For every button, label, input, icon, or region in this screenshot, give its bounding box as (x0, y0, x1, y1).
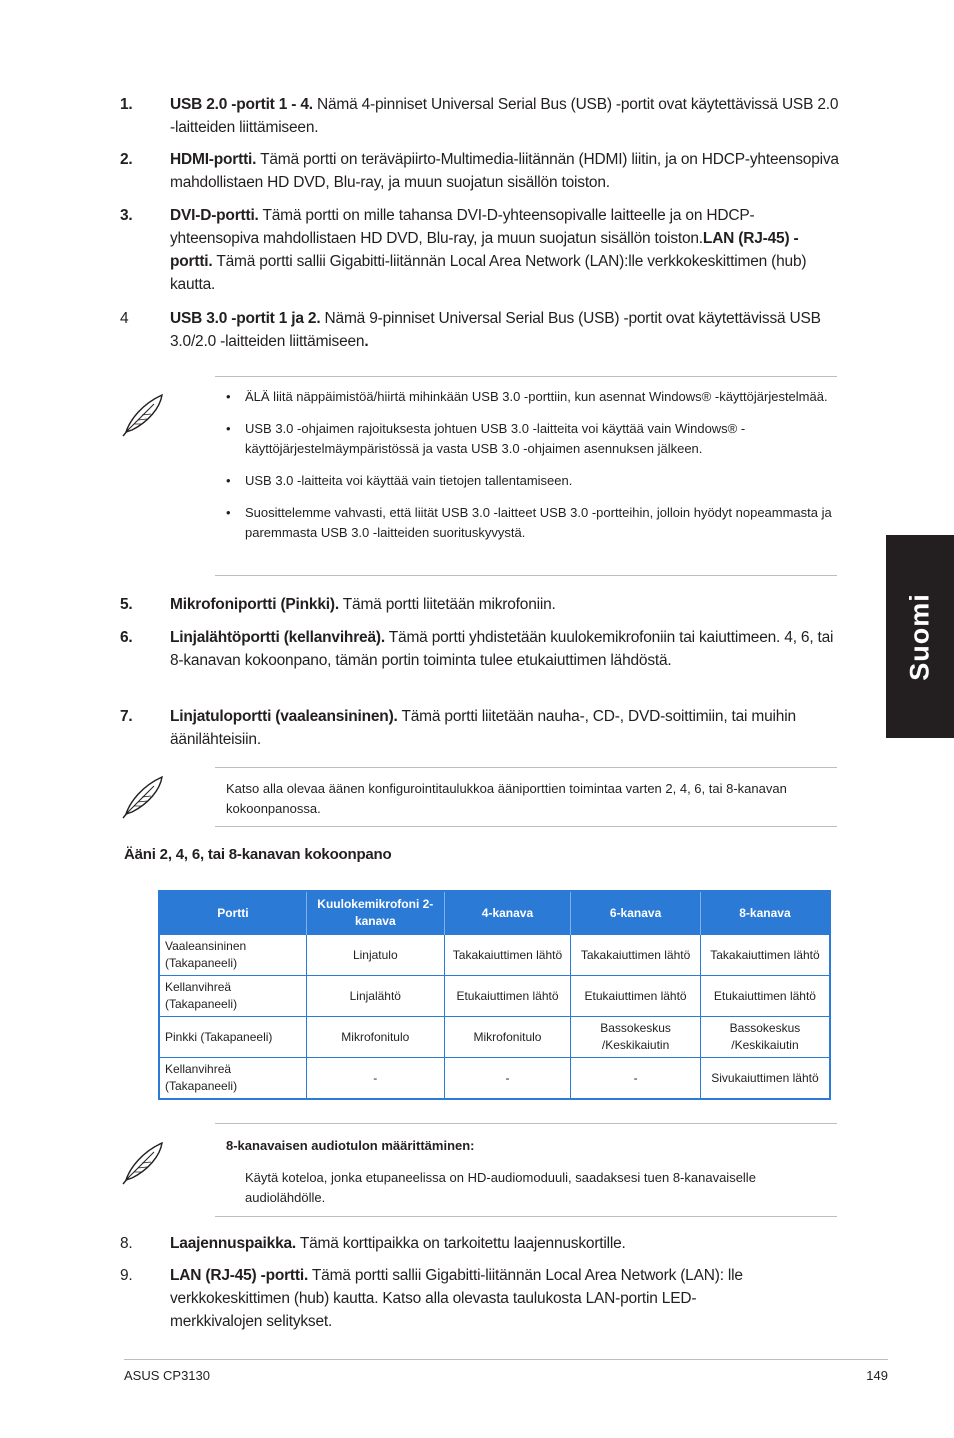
footer-divider (124, 1359, 888, 1360)
item-title-2: LAN (RJ-45) -portti. (170, 230, 799, 270)
item-text: Tämä portti on teräväpiirto-Multimedia-liitännän (HDMI) liitin, ja on HDCP-yhteensopiva mahdollistaen HD DVD, Blu-ray, ja muun suojatun sisällön toiston. (170, 151, 839, 191)
list-item-4 (120, 307, 840, 353)
item-text-2: Katso alla olevasta taulukosta LAN-portin LED- (382, 1290, 697, 1307)
table-row (159, 1058, 830, 1100)
note-text: Katso alla olevaa äänen konfigurointitaulukkoa ääniporttien toimintaa varten 2, 4, 6, tai 8-kanavan kokoonpanossa. (226, 781, 787, 816)
column-header: 4-kanava (444, 891, 571, 935)
table-cell: - (306, 1058, 444, 1100)
item-title: USB 2.0 -portit 1 - 4. (170, 96, 313, 113)
item-number: 2. (120, 151, 133, 168)
port-cell: Kellanvihreä (Takapaneeli) (159, 1058, 306, 1100)
column-header: Kuulokemikrofoni 2-kanava (306, 891, 444, 935)
item-number: 5. (120, 596, 133, 613)
item-text: Tämä portti sallii Gigabitti-liitännän Local Area Network (LAN): lle verkkokeskittimen (hub) kautta. (170, 1267, 743, 1307)
table-cell: Linjalähtö (306, 976, 444, 1017)
item-title: Linjatuloportti (vaaleansininen). (170, 708, 398, 725)
item-tail: . (364, 333, 369, 350)
note-bullet: • USB 3.0 -ohjaimen rajoituksesta johtuen USB 3.0 -laitteita voi käyttää vain Windows® -käyttöjärjestelmäympäristössä ja vasta USB 3.0 -ohjaimen asennuksen jälkeen. (226, 421, 746, 456)
item-number: 4 (120, 310, 129, 327)
note-8-channel (215, 1123, 837, 1217)
item-title: Laajennuspaikka. (170, 1235, 297, 1252)
note-audio-config (215, 767, 837, 827)
language-side-tab (886, 535, 954, 738)
table-cell: - (444, 1058, 571, 1100)
pen-note-icon (120, 390, 168, 438)
note-usb30 (215, 376, 837, 576)
column-header: 8-kanava (700, 891, 830, 935)
list-item-9 (120, 1264, 840, 1333)
item-title: USB 3.0 -portit 1 ja 2. (170, 310, 321, 327)
table-cell: Etukaiuttimen lähtö (571, 976, 701, 1017)
pen-note-icon (120, 1138, 168, 1186)
item-number: 9. (120, 1267, 133, 1284)
table-cell: Linjatulo (306, 935, 444, 976)
list-item-7 (120, 705, 840, 751)
port-cell: Pinkki (Takapaneeli) (159, 1017, 306, 1058)
item-text: Tämä portti liitetään nauha-, CD-, DVD-soittimiin, tai muihin äänilähteisiin. (170, 708, 796, 748)
item-text: Nämä 9-pinniset Universal Serial Bus (USB) -portit ovat käytettävissä USB 3.0/2.0 -laitteiden liittämiseen (170, 310, 821, 350)
port-cell: Kellanvihreä (Takapaneeli) (159, 976, 306, 1017)
item-text: Tämä portti yhdistetään kuulokemikrofoniin tai kaiuttimeen. 4, 6, tai 8-kanavan kokoonpano, tämän portin toiminta tulee etukaiuttimen lähdöstä. (170, 629, 834, 669)
item-number: 6. (120, 629, 133, 646)
item-title: Mikrofoniportti (Pinkki). (170, 596, 339, 613)
item-number: 7. (120, 708, 133, 725)
list-item-6 (120, 626, 840, 672)
table-cell: Etukaiuttimen lähtö (700, 976, 830, 1017)
note-bullet: • USB 3.0 -laitteita voi käyttää vain tietojen tallentamiseen. (226, 473, 573, 488)
pen-note-icon (120, 772, 168, 820)
item-text-2: Tämä portti sallii Gigabitti-liitännän Local Area Network (LAN):lle verkkokeskittimen (hub) kautta. (170, 253, 807, 293)
item-number: 3. (120, 207, 133, 224)
table-cell: Takakaiuttimen lähtö (571, 935, 701, 976)
item-title: Linjalähtöportti (kellanvihreä). (170, 629, 385, 646)
table-cell: Mikrofonitulo (306, 1017, 444, 1058)
table-cell: Etukaiuttimen lähtö (444, 976, 571, 1017)
item-text: Nämä 4-pinniset Universal Serial Bus (USB) -portit ovat käytettävissä USB 2.0 -laitteiden liittämiseen. (170, 96, 839, 136)
list-item-8 (120, 1232, 840, 1255)
audio-config-table (158, 890, 831, 1100)
item-text: Tämä portti on mille tahansa DVI-D-yhteensopivalle laitteelle ja on HDCP-yhteensopiva mahdollistaen HD DVD, Blu-ray, ja muun suojatun sisällön toiston. (170, 207, 755, 247)
table-cell: - (571, 1058, 701, 1100)
item-text-3: merkkivalojen selitykset. (170, 1313, 333, 1330)
note-text: Käytä koteloa, jonka etupaneelissa on HD-audiomoduuli, saadaksesi tuen 8-kanavaiselle audiolähdölle. (245, 1170, 756, 1205)
table-cell: Bassokeskus /Keskikaiutin (700, 1017, 830, 1058)
list-item-3 (120, 204, 840, 296)
side-tab-label: Suomi (904, 592, 935, 681)
item-text: Tämä korttipaikka on tarkoitettu laajennuskortille. (296, 1235, 626, 1252)
column-header: 6-kanava (571, 891, 701, 935)
table-row (159, 1017, 830, 1058)
note-title: 8-kanavaisen audiotulon määrittäminen: (226, 1138, 475, 1153)
page-number: 149 (866, 1368, 888, 1383)
list-item-2 (120, 148, 840, 194)
port-cell: Vaaleansininen (Takapaneeli) (159, 935, 306, 976)
note-bullet: • Suosittelemme vahvasti, että liität USB 3.0 -laitteet USB 3.0 -portteihin, jolloin hyödyt nopeammasta ja paremmasta USB 3.0 -laitteiden suorituskyvystä. (226, 505, 832, 540)
list-item-5 (120, 593, 840, 616)
item-title: DVI-D-portti. (170, 207, 259, 224)
table-header-row (159, 891, 830, 935)
item-text: Tämä portti liitetään mikrofoniin. (338, 596, 556, 613)
footer-product-name: ASUS CP3130 (124, 1368, 210, 1383)
column-header: Portti (159, 891, 306, 935)
item-title: HDMI-portti. (170, 151, 257, 168)
item-number: 8. (120, 1235, 133, 1252)
table-cell: Bassokeskus /Keskikaiutin (571, 1017, 701, 1058)
table-cell: Mikrofonitulo (444, 1017, 571, 1058)
item-number: 1. (120, 96, 133, 113)
table-row (159, 976, 830, 1017)
table-cell: Takakaiuttimen lähtö (444, 935, 571, 976)
note-bullet: • ÄLÄ liitä näppäimistöä/hiirtä mihinkään USB 3.0 -porttiin, kun asennat Windows® -käyttöjärjestelmää. (226, 389, 828, 404)
table-heading: Ääni 2, 4, 6, tai 8-kanavan kokoonpano (124, 846, 392, 863)
table-cell: Sivukaiuttimen lähtö (700, 1058, 830, 1100)
table-row (159, 935, 830, 976)
item-title: LAN (RJ-45) -portti. (170, 1267, 309, 1284)
table-cell: Takakaiuttimen lähtö (700, 935, 830, 976)
list-item-1 (120, 93, 840, 139)
